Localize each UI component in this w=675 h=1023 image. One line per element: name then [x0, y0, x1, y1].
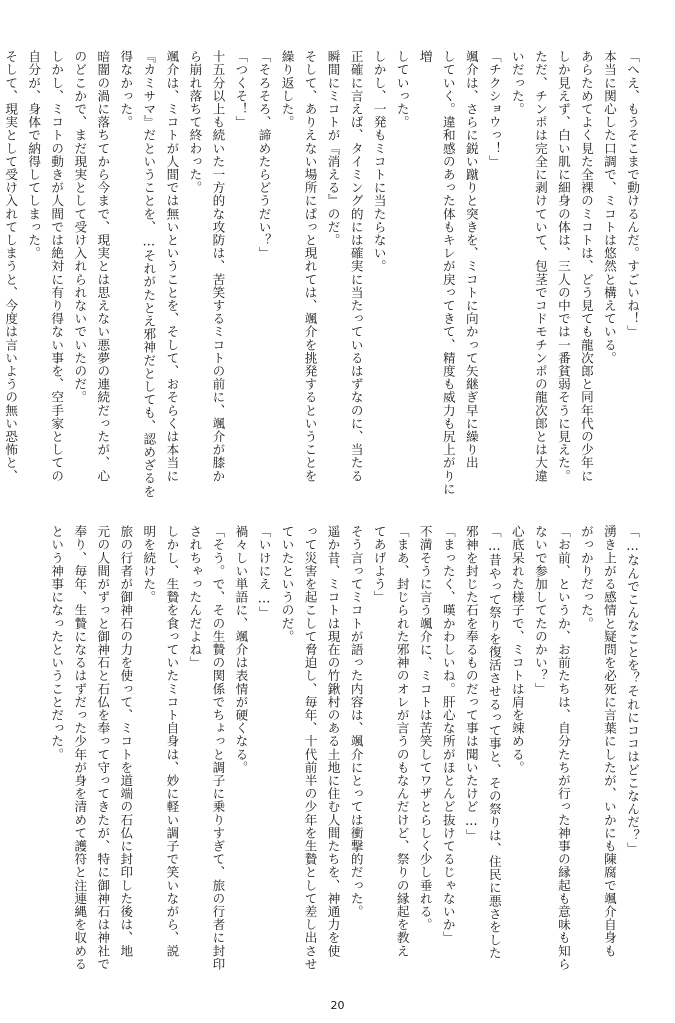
text-line: 明を続けた。: [141, 525, 157, 604]
text-line: 旅の行者が御神石の力を使って、ミコトを道端の石仏に封印した後は、地: [118, 525, 134, 958]
text-line: していく。違和感のあった体もキレが戻ってきて、精度も威力も尻上がりに増: [417, 50, 456, 496]
text-line: 颯介は、ミコトが人間では無いということを、そして、おそらくは本当に: [164, 50, 180, 483]
text-line: のどこかで、まだ現実として受け入れられないでいたのだ。: [72, 50, 88, 404]
text-line: ら崩れ落ちて終わった。: [187, 50, 203, 195]
text-line: てあげよう」: [371, 525, 387, 604]
text-line: 心底呆れた様子で、ミコトは肩を竦める。: [509, 525, 525, 774]
text-line: 暗闇の渦に落ちてから今まで、現実とは思えない悪夢の連続だったが、心: [95, 50, 111, 483]
text-line: 奉り、毎年、生贄になるはずだった少年が身を清めて護符と注連縄を収める: [72, 525, 88, 971]
page-number: 20: [330, 999, 345, 1012]
text-line: がっかりだった。: [578, 525, 594, 630]
text-line: 颯介は、さらに鋭い蹴りと突きを、ミコトに向かって矢継ぎ早に繰り出: [463, 50, 479, 470]
text-line: そして、ありえない場所にぱっと現れては、颯介を挑発するということを: [302, 50, 318, 483]
text-line: していった。: [394, 50, 410, 129]
text-line: 「いけにえ…」: [256, 525, 272, 620]
text-line: しか見えず、白い肌に細身の体は、三人の中では一番貧弱そうに見えた。: [555, 50, 571, 483]
text-line: されちゃったんだよね」: [187, 525, 203, 670]
text-line: ていたというのだ。: [279, 525, 295, 643]
text-line: 自分が、身体で納得してしまった。: [26, 50, 42, 260]
text-line: 「つくそ！」: [233, 50, 249, 129]
text-line: 正確に言えば、タイミング的には確実に当たっているはずなのに、当たる: [348, 50, 364, 483]
text-line: 「そう。で、その生贄の関係でちょっと調子に乗りすぎて、旅の行者に封印: [210, 525, 226, 971]
text-line: 邪神を封じた石を奉るものだって事は聞いたけど…」: [463, 525, 479, 842]
text-line: しかし、生贄を食っていたミコト自身は、妙に軽い調子で笑いながら、説: [164, 525, 180, 958]
text-line: 「へえ、もうそこまで動けるんだ。すごいね！」: [625, 50, 640, 339]
text-line: 「そろそろ、諦めたらどうだい？」: [256, 50, 272, 260]
text-line: 遥か昔、ミコトは現在の竹鍬村のある土地に住む人間たちを、神通力を使: [325, 525, 341, 958]
text-line: 繰り返した。: [279, 50, 295, 129]
text-line: 「まあ、封じられた邪神のオレが言うのもなんだけど、祭りの縁起を教え: [394, 525, 410, 958]
text-line: 得なかった。: [118, 50, 134, 129]
text-line: 元の人間がずっと御神石と石仏を奉って守ってきたが、特に御神石は神社で: [95, 525, 111, 971]
text-line: 「…なんでこんなことを？それにココはどこなんだ？」: [625, 525, 640, 855]
top-text-block: [3, 50, 644, 500]
text-line: 「チクショウっ！」: [486, 50, 502, 168]
text-line: ないで参加してたのかい？」: [532, 525, 548, 696]
text-line: そして、現実として受け入れてしまうと、今度は言いようの無い恐怖と、: [3, 50, 19, 483]
text-line: 『カミサマ』だということを、…それがたとえ邪神だとしても、認めざるを: [141, 50, 157, 498]
text-line: そう言ってミコトが語った内容は、颯介にとっては衝撃的だった。: [348, 525, 364, 918]
text-line: しかし、ミコトの動きが人間では絶対に有り得ない事を、空手家としての: [49, 50, 65, 483]
text-line: 瞬間にミコトが『消える』のだ。: [325, 50, 341, 247]
bottom-text-block: [32, 525, 644, 980]
text-line: 不満そうに言う颯介に、ミコトは苦笑してワザとらしく少し垂れる。: [417, 525, 433, 932]
text-line: あらためてよく見た全裸のミコトは、どう見ても龍次郎と同年代の少年に: [578, 50, 594, 483]
text-line: しかし、一発もミコトに当たらない。: [371, 50, 387, 273]
text-line: 十五分以上も続いた一方的な攻防は、苦笑するミコトの前に、颯介が膝か: [210, 50, 226, 483]
text-line: 「まったく、嘆かわしいね。肝心な所がほとんど抜けてるじゃないか」: [440, 525, 456, 945]
text-line: いだった。: [509, 50, 525, 116]
text-line: 「…昔やって祭りを復活させるって事と、その祭りは、住民に悪さをした: [486, 525, 502, 960]
text-line: って災害を起こして脅迫し、毎年、十代前半の少年を生贄として差し出させ: [302, 525, 318, 971]
text-line: 禍々しい単語に、颯介は表情が硬くなる。: [233, 525, 249, 774]
text-line: 本当に関心した口調で、ミコトは悠然と構えている。: [601, 50, 617, 365]
text-line: ただ、チンポは完全に剥けていて、包茎でコドモチンポの龍次郎とは大違: [532, 50, 548, 483]
text-line: 湧き上がる感情と疑問を必死に言葉にしたが、いかにも陳腐で颯介自身も: [601, 525, 617, 958]
text-line: 「お前、というか、お前たちは、自分たちが行った神事の縁起も意味も知ら: [555, 525, 571, 971]
text-line: という神事になったということだった。: [49, 525, 65, 761]
